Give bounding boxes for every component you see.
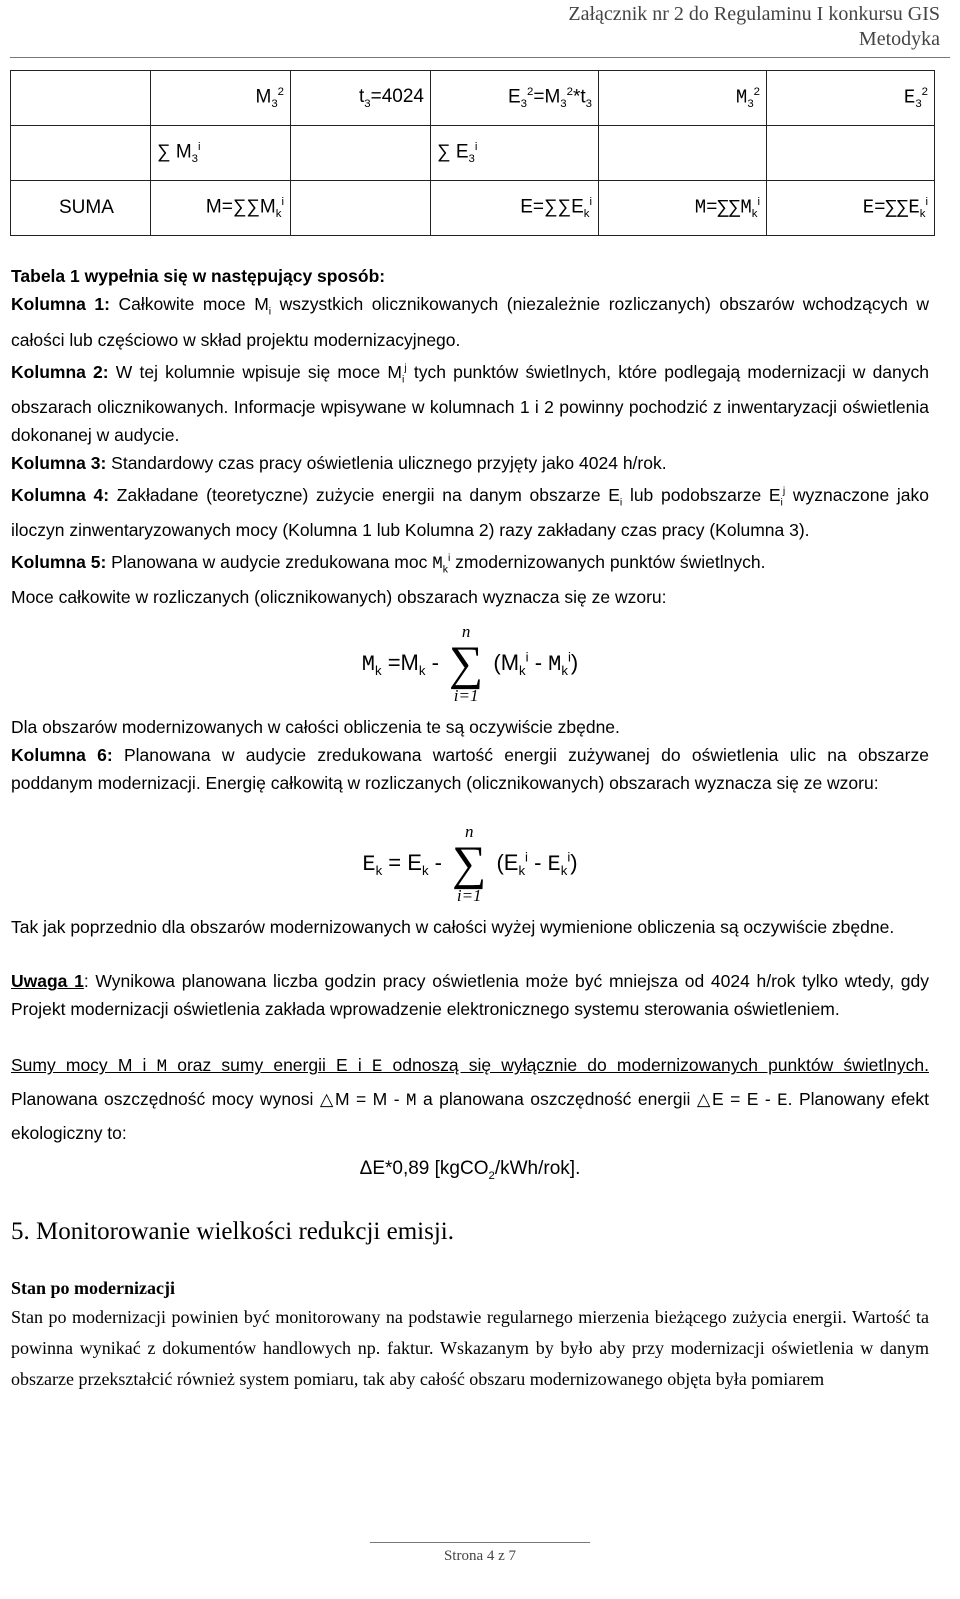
section-heading: 5. Monitorowanie wielkości redukcji emisji. — [11, 1218, 454, 1246]
paragraph: Kolumna 3: Standardowy czas pracy oświetlenia ulicznego przyjęty jako 4024 h/rok. — [11, 452, 667, 473]
paragraph: Tak jak poprzednio dla obszarów modernizowanych w całości wyżej wymienione obliczenia są oczywiście zbędne. — [11, 917, 895, 938]
table-cell: $E_3^2=M_3^2*t_3$ — [431, 71, 599, 126]
eco-effect: ΔE*0,89 [kgCO$_2$/kWh/rok]. — [359, 1158, 581, 1183]
paragraph: Dla obszarów modernizowanych w całości obliczenia te są oczywiście zbędne. — [11, 717, 620, 738]
table-cell: $M_3^2$ — [151, 71, 291, 126]
paragraph: Kolumna 2: W tej kolumnie wpisuje się moce $M_i^j$ tych punktów świetlnych, które podlegają modernizacji w danych obszarach olicznikowanych. Informacje wpisywane w kolumnach 1 i 2 powinny pochodzić z inwentaryzacji oświetlenia dokonanej w audycie. — [11, 361, 930, 445]
formula-power: $M_k =M_k$ - n ∑ i=1 $(M_k^i - M_k^i)$ — [361, 622, 579, 706]
paragraph: Uwaga 1: Wynikowa planowana liczba godzin pracy oświetlenia może być mniejsza od 4024 h/rok tylko wtedy, gdy Projekt modernizacji oświetlenia zakłada wprowadzenie elektronicznego systemu sterowania oświetleniem. — [11, 971, 929, 1020]
formula-energy: $E_k = E_k$ - n ∑ i=1 $(E_k^i - E_k^i)$ — [362, 822, 578, 906]
table-cell: ∑ $E_3^i$ — [431, 126, 599, 181]
table-cell — [767, 126, 935, 181]
table-cell: SUMA — [11, 181, 151, 236]
paragraph: Moce całkowite w rozliczanych (olicznikowanych) obszarach wyznacza się ze wzoru: — [11, 587, 667, 608]
summation-symbol: n ∑ i=1 — [449, 622, 484, 706]
page-number: Strona 4 z 7 — [443, 1548, 517, 1564]
table-cell: $t_3=4024$ — [291, 71, 431, 126]
header-subtitle: Metodyka — [858, 28, 940, 50]
table-cell — [599, 126, 767, 181]
table-row — [11, 181, 935, 236]
document-body — [11, 262, 929, 1395]
paragraph: Kolumna 4: Zakładane (teoretyczne) zużycie energii na danym obszarze $E_i$ lub podobszarze $E_i^j$ wyznaczone jako iloczyn zinwentaryzowanych mocy (Kolumna 1 lub Kolumna 2) razy zakładany czas pracy (Kolumna 3). — [11, 484, 929, 541]
summation-symbol: n ∑ i=1 — [452, 822, 487, 906]
table-cell: $E=\sum\sum E_k^i$ — [767, 181, 935, 236]
table-cell: $M_3^2$ — [599, 71, 767, 126]
table-cell — [11, 71, 151, 126]
table-cell: $E_3^2$ — [767, 71, 935, 126]
table-cell: $M=\sum\sum M_k^i$ — [151, 181, 291, 236]
table-cell — [291, 126, 431, 181]
table-cell: $M=\sum\sum M_k^i$ — [599, 181, 767, 236]
subsection-heading: Stan po modernizacji — [11, 1278, 175, 1299]
paragraph: Kolumna 1: Całkowite moce $M_i$ wszystkich olicznikowanych (niezależnie rozliczanych) obszarów wchodzących w całości lub częściowo w skład projektu modernizacyjnego. — [11, 294, 929, 350]
paragraph: Kolumna 6: Planowana w audycie zredukowana wartość energii zużywanej do oświetlenia ulic na obszarze poddanym modernizacji. Energię całkowitą w rozliczanych (olicznikowanych) obszarach wyznacza się ze wzoru: — [11, 745, 929, 794]
paragraph: Kolumna 5: Planowana w audycie zredukowana moc $M_k^i$ zmodernizowanych punktów świetlnych. — [11, 551, 766, 576]
table-row — [11, 71, 935, 126]
table-cell: ∑ $M_3^i$ — [151, 126, 291, 181]
table-cell — [11, 126, 151, 181]
table-cell — [291, 181, 431, 236]
table-row — [11, 126, 935, 181]
paragraph: Sumy mocy M i M oraz sumy energii E i E odnoszą się wyłącznie do modernizowanych punktów świetlnych. Planowana oszczędność mocy wynosi △M = M - M a planowana oszczędność energii △E = E - E. Planowany efekt ekologiczny to: — [11, 1055, 929, 1144]
data-table — [10, 70, 935, 236]
document-header — [568, 2, 940, 52]
table-cell: $E=\sum\sum E_k^i$ — [431, 181, 599, 236]
header-rule — [10, 57, 950, 58]
paragraph: Stan po modernizacji powinien być monitorowany na podstawie regularnego mierzenia bieżącego zużycia energii. Wartość ta powinna wynikać z dokumentów handlowych np. faktur. Wskazanym by było aby przy modernizacji oświetlenia w danym obszarze przekształcić również system pomiaru, tak aby całość obszaru modernizowanego objęta była pomiarem — [11, 1307, 929, 1390]
footer-rule — [370, 1542, 590, 1543]
header-title: Załącznik nr 2 do Regulaminu I konkursu GIS — [568, 3, 940, 25]
paragraph: Tabela 1 wypełnia się w następujący sposób: — [11, 266, 386, 286]
